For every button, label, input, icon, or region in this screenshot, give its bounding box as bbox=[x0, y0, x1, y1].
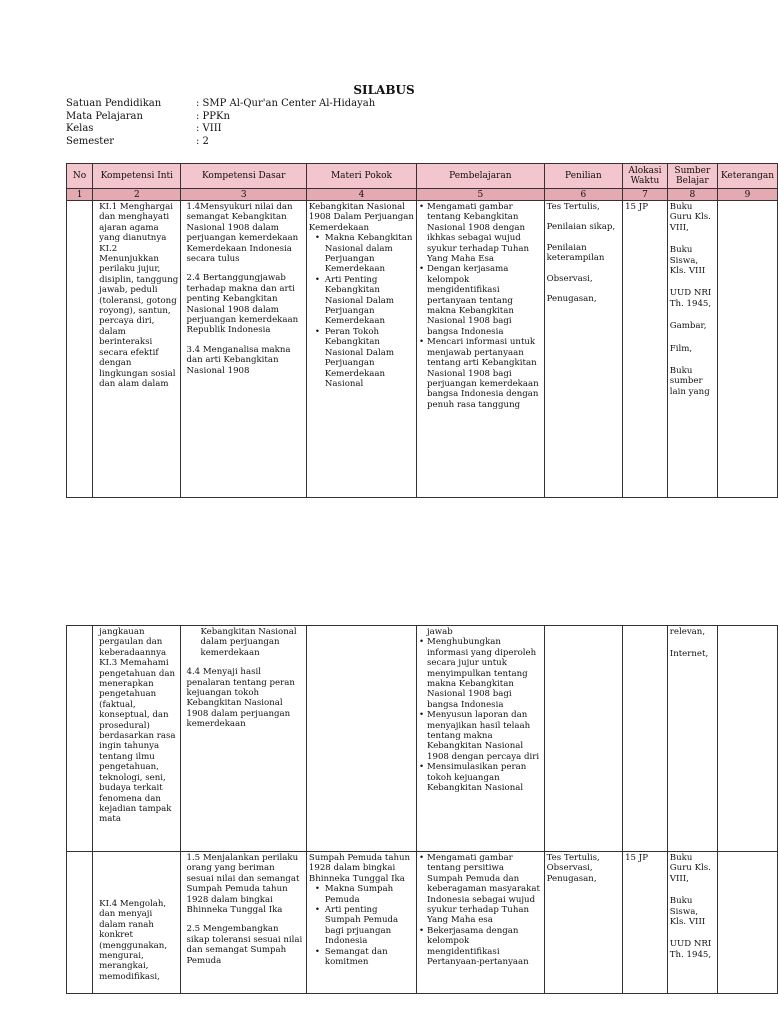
list-item: • Mengamati gambar tentang Kebangkitan Nasional 1908 dengan ikhkas sebagai wujud syukur terhadap Tuhan Yang Maha Esa bbox=[419, 202, 542, 264]
sumber-item: relevan, bbox=[669, 627, 706, 637]
cell-materi-pokok bbox=[306, 626, 416, 852]
list-item: • Arti penting Sumpah Pemuda bagi prjuangan Indonesia bbox=[315, 905, 414, 947]
kd-item: 3.4 Menganalisa makna dan arti Kebangkitan Nasional 1908 bbox=[186, 344, 291, 376]
list-item: • Makna Sumpah Pemuda bbox=[315, 884, 414, 905]
cell-kompetensi-inti bbox=[93, 201, 181, 498]
meta-value: : SMP Al-Qur'an Center Al-Hidayah bbox=[196, 98, 376, 109]
cell-alokasi-waktu bbox=[623, 852, 668, 994]
sumber-item: UUD NRI Th. 1945, bbox=[669, 939, 712, 960]
meta-row-kelas bbox=[66, 123, 375, 136]
kd-item: Kebangkitan Nasional dalam perjuangan kemerdekaan bbox=[200, 627, 297, 658]
cell-penilian bbox=[544, 626, 623, 852]
meta-label: Mata Pelajaran bbox=[66, 110, 143, 122]
table-row bbox=[67, 201, 778, 498]
list-item: • Peran Tokoh Kebangkitan Nasional Dalam Perjuangan Kemerdekaan Nasional bbox=[315, 327, 414, 389]
table-row bbox=[67, 852, 778, 994]
pembelajaran-list bbox=[419, 637, 542, 793]
cell-kompetensi-dasar bbox=[181, 626, 306, 852]
syllabus-table-part-2 bbox=[66, 625, 778, 852]
header-kompetensi-dasar: Kompetensi Dasar bbox=[181, 164, 306, 189]
cell-pembelajaran bbox=[417, 626, 545, 852]
sumber-item: Buku Siswa, Kls. VIII bbox=[669, 245, 706, 277]
cell-kompetensi-inti bbox=[93, 852, 181, 994]
cell-penilian bbox=[544, 852, 623, 994]
column-number: 6 bbox=[544, 189, 623, 201]
alokasi-value: 15 JP bbox=[625, 202, 648, 212]
materi-list bbox=[309, 884, 414, 967]
table-header-row bbox=[67, 164, 778, 189]
column-number-row bbox=[67, 189, 778, 201]
materi-intro: Sumpah Pemuda tahun 1928 dalam bingkai Bhinneka Tunggal Ika bbox=[308, 853, 411, 884]
meta-row-semester bbox=[66, 136, 375, 149]
sumber-item: Gambar, bbox=[669, 321, 707, 332]
sumber-item: Buku Guru Kls. VIII, bbox=[669, 202, 711, 233]
syllabus-meta bbox=[66, 98, 375, 148]
meta-label: Semester bbox=[66, 135, 115, 147]
pembelajaran-list bbox=[419, 202, 542, 410]
ki-text: jangkauan pergaulan dan keberadaannya KI.3 Memahami pengetahuan dan menerapkan pengetahuan (faktual, konseptual, dan prosedural) berdasarkan rasa ingin tahunya tentang ilmu pengetahuan, teknologi, seni, budaya terkait fenomena dan kejadian tampak mata bbox=[99, 627, 176, 825]
materi-list bbox=[309, 233, 414, 389]
cell-sumber-belajar bbox=[667, 852, 717, 994]
header-materi-pokok: Materi Pokok bbox=[306, 164, 416, 189]
column-number: 8 bbox=[667, 189, 717, 201]
cell-no bbox=[67, 852, 93, 994]
list-item: • Menyusun laporan dan menyajikan hasil telaah tentang makna Kebangkitan Nasional 1908 dengan percaya diri bbox=[419, 710, 542, 762]
list-item: • Makna Kebangkitan Nasional dalam Perjuangan Kemerdekaan bbox=[315, 233, 414, 275]
meta-value: : VIII bbox=[196, 123, 222, 134]
column-number: 1 bbox=[67, 189, 93, 201]
list-item: • Bekerjasama dengan kelompok mengidentifikasi Pertanyaan-pertanyaan bbox=[419, 926, 542, 968]
penilaian-item: Penilaian sikap, bbox=[546, 222, 616, 233]
penilaian-item: Observasi, bbox=[546, 273, 593, 284]
header-sumber-belajar: Sumber Belajar bbox=[667, 164, 717, 189]
penilaian-item: Penilaian keterampilan bbox=[546, 242, 605, 264]
meta-row-mapel bbox=[66, 111, 375, 124]
cell-no bbox=[67, 201, 93, 498]
sumber-item: UUD NRI Th. 1945, bbox=[669, 288, 712, 309]
meta-value: : PPKn bbox=[196, 110, 230, 122]
list-item: • Arti Penting Kebangkitan Nasional Dalam Perjuangan Kemerdekaan bbox=[315, 275, 414, 327]
cell-kompetensi-dasar bbox=[181, 201, 306, 498]
column-number: 4 bbox=[306, 189, 416, 201]
cell-sumber-belajar bbox=[667, 201, 717, 498]
column-number: 5 bbox=[417, 189, 545, 201]
penilaian-item: Tes Tertulis, bbox=[546, 853, 600, 863]
document-title: SILABUS bbox=[353, 83, 415, 97]
header-penilian: Penilian bbox=[544, 164, 623, 189]
sumber-item: Buku sumber lain yang bbox=[669, 366, 710, 397]
ki-text: KI.1 Menghargai dan menghayati ajaran agama yang dianutnya KI.2 Menunjukkan perilaku jujur, disiplin, tanggung jawab, peduli (toleransi, gotong royong), santun, percaya diri, dalam berinteraksi secara efektif dengan lingkungan sosial dan alam dalam bbox=[99, 202, 179, 389]
header-pembelajaran: Pembelajaran bbox=[417, 164, 545, 189]
kd-item: 1.5 Menjalankan perilaku orang yang beriman sesuai nilai dan semangat Sumpah Pemuda tahun 1928 dalam bingkai Bhinneka Tunggal Ika bbox=[186, 853, 300, 916]
list-item: • Menghubungkan informasi yang diperoleh secara jujur untuk menyimpulkan tentang makna Kebangkitan Nasional 1908 bagi bangsa Indonesia bbox=[419, 637, 542, 710]
penilaian-item: Penugasan, bbox=[546, 873, 597, 884]
header-keterangan: Keterangan bbox=[717, 164, 777, 189]
cell-keterangan bbox=[717, 626, 777, 852]
kd-item: 1.4Mensyukuri nilai dan semangat Kebangkitan Nasional 1908 dalam perjuangan kemerdekaan Kemerdekaan Indonesia secara tulus bbox=[186, 202, 299, 265]
list-item: • Semangat dan komitmen bbox=[315, 947, 414, 968]
cell-materi-pokok bbox=[306, 201, 416, 498]
meta-row-satuan bbox=[66, 98, 375, 111]
table-row bbox=[67, 626, 778, 852]
column-number: 3 bbox=[181, 189, 306, 201]
header-kompetensi-inti: Kompetensi Inti bbox=[93, 164, 181, 189]
cell-penilian bbox=[544, 201, 623, 498]
cell-no bbox=[67, 626, 93, 852]
cell-alokasi-waktu bbox=[623, 626, 668, 852]
column-number: 9 bbox=[717, 189, 777, 201]
sumber-item: Buku Siswa, Kls. VIII bbox=[669, 896, 706, 928]
header-alokasi-waktu: Alokasi Waktu bbox=[623, 164, 668, 189]
syllabus-table-part-1 bbox=[66, 163, 778, 498]
list-item: • Mensimulasikan peran tokoh kejuangan Kebangkitan Nasional bbox=[419, 762, 542, 793]
sumber-item: Buku Guru Kls. VIII, bbox=[669, 853, 711, 884]
header-no: No bbox=[67, 164, 93, 189]
list-item: • Dengan kerjasama kelompok mengidentifikasi pertanyaan tentang makna Kebangkitan Nasional 1908 bagi bangsa Indonesia bbox=[419, 264, 542, 337]
kd-item: 4.4 Menyaji hasil penalaran tentang peran kejuangan tokoh Kebangkitan Nasional 1908 dalam perjuangan kemerdekaan bbox=[186, 667, 295, 730]
cell-pembelajaran bbox=[417, 852, 545, 994]
penilaian-item: Observasi, bbox=[546, 863, 593, 874]
cell-alokasi-waktu bbox=[623, 201, 668, 498]
cell-pembelajaran bbox=[417, 201, 545, 498]
ki-text: KI.4 Mengolah, dan menyaji dalam ranah konkret (menggunakan, mengurai, merangkai, memodifikasi, bbox=[99, 899, 168, 982]
meta-value: : 2 bbox=[196, 135, 209, 147]
kd-item: 2.5 Mengembangkan sikap toleransi sesuai nilai dan semangat Sumpah Pemuda bbox=[186, 924, 303, 966]
pembelajaran-continuation: jawab bbox=[427, 627, 453, 637]
pembelajaran-list bbox=[419, 853, 542, 967]
list-item: • Mencari informasi untuk menjawab pertanyaan tentang arti Kebangkitan Nasional 1908 bagi perjuangan kemerdekaan bangsa Indonesia dengan penuh rasa tanggung bbox=[419, 337, 542, 410]
column-number: 7 bbox=[623, 189, 668, 201]
cell-kompetensi-inti bbox=[93, 626, 181, 852]
cell-materi-pokok bbox=[306, 852, 416, 994]
cell-sumber-belajar bbox=[667, 626, 717, 852]
kd-item: 2.4 Bertanggungjawab terhadap makna dan arti penting Kebangkitan Nasional 1908 dalam perjuangan kemerdekaan Republik Indonesia bbox=[186, 273, 299, 336]
list-item: • Mengamati gambar tentang persitiwa Sumpah Pemuda dan keberagaman masyarakat Indonesia sebagai wujud syukur terhadap Tuhan Yang Maha esa bbox=[419, 853, 542, 926]
cell-keterangan bbox=[717, 852, 777, 994]
meta-label: Kelas bbox=[66, 123, 94, 134]
materi-intro: Kebangkitan Nasional 1908 Dalam Perjuangan Kemerdekaan bbox=[308, 202, 414, 233]
sumber-item: Internet, bbox=[669, 649, 709, 660]
cell-kompetensi-dasar bbox=[181, 852, 306, 994]
sumber-item: Film, bbox=[669, 343, 693, 354]
column-number: 2 bbox=[93, 189, 181, 201]
syllabus-table-part-3 bbox=[66, 851, 778, 994]
penilaian-item: Tes Tertulis, bbox=[546, 202, 600, 212]
meta-label: Satuan Pendidikan bbox=[66, 98, 162, 109]
alokasi-value: 15 JP bbox=[625, 853, 648, 863]
cell-keterangan bbox=[717, 201, 777, 498]
penilaian-item: Penugasan, bbox=[546, 294, 597, 305]
